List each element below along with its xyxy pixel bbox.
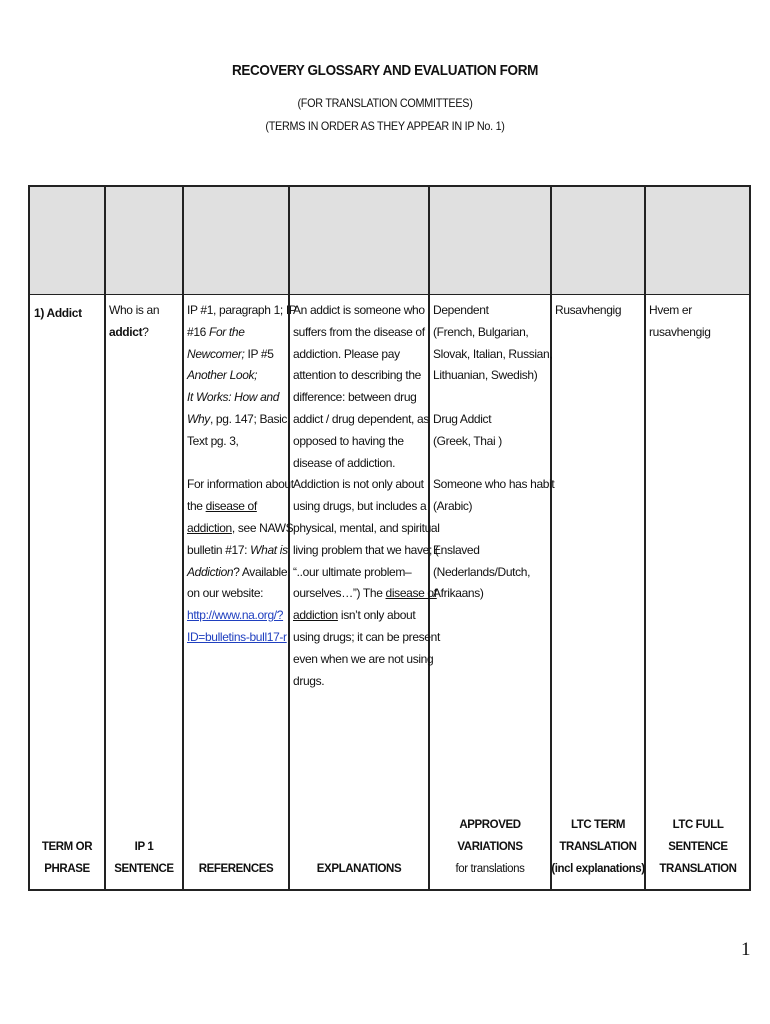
cell-line: (Nederlands/Dutch, [433, 564, 531, 579]
document-subtitle-committees: (FOR TRANSLATION COMMITTEES) [297, 96, 473, 110]
header-ltc-full-sentence [645, 814, 751, 880]
cell-line [187, 409, 297, 431]
cell-line: even when we are not using [293, 651, 434, 666]
cell-line [187, 344, 297, 366]
cell-line: It Works: How and [187, 390, 280, 405]
approved-variations-cell [433, 300, 554, 605]
header-text: (incl explanations) [551, 863, 645, 875]
header-approved-variations [429, 814, 551, 880]
cell-line: Who is an [109, 303, 160, 317]
cell-line: drugs. [293, 673, 325, 688]
column-divider [104, 187, 106, 889]
text-run: addiction [293, 608, 338, 623]
term-cell: 1) Addict [34, 306, 82, 320]
text-run: What is [250, 542, 288, 557]
cell-line: Lithuanian, Swedish) [433, 368, 538, 383]
cell-line: An addict is someone who [293, 303, 425, 317]
header-text: REFERENCES [198, 863, 274, 875]
table-header-row [30, 187, 749, 295]
header-text: TERM OR [41, 841, 93, 853]
header-references [183, 858, 289, 880]
header-text: PHRASE [44, 863, 90, 875]
references-cell [187, 300, 297, 649]
blank-line [433, 518, 554, 540]
glossary-table [28, 185, 751, 891]
cell-line: (Greek, Thai ) [433, 433, 502, 448]
cell-line [109, 322, 159, 344]
punctuation: ? [142, 324, 149, 339]
cell-line: living problem that we have; ( [293, 542, 439, 557]
cell-line [187, 322, 297, 344]
cell-line: opposed to having the [293, 433, 404, 448]
cell-line: physical, mental, and spiritual [293, 520, 440, 535]
text-run: Addiction [187, 564, 234, 579]
cell-line: Afrikaans) [433, 586, 484, 601]
text-run: disease of [205, 499, 257, 514]
text-run: For the [208, 324, 245, 339]
text-run: the [187, 499, 206, 514]
cell-line: using drugs, but includes a [293, 499, 427, 514]
header-text: EXPLANATIONS [316, 863, 402, 875]
cell-line [293, 583, 440, 605]
cell-line: Slovak, Italian, Russian, [433, 346, 553, 361]
blank-line [187, 453, 297, 475]
text-run: disease of [385, 586, 437, 601]
text-run: , see NAWS [231, 520, 294, 535]
naws-bulletin-link[interactable]: ID=bulletins-bull17-r [187, 629, 287, 644]
ip1-sentence-cell [109, 300, 159, 344]
cell-line: addiction. Please pay [293, 346, 400, 361]
header-ip1-sentence [105, 836, 183, 880]
cell-line: Dependent [433, 303, 489, 317]
cell-line [293, 605, 440, 627]
cell-line: suffers from the disease of [293, 324, 425, 339]
header-ltc-term-translation [551, 814, 645, 880]
text-run: Why [187, 411, 210, 426]
blank-line [433, 387, 554, 409]
page-number: 1 [741, 939, 751, 960]
cell-line: addict / drug dependent, as [293, 411, 429, 426]
naws-bulletin-link[interactable]: http://www.na.org/? [187, 608, 284, 623]
term-word: addict [109, 324, 143, 339]
cell-line: Another Look; [187, 368, 258, 383]
text-run: Newcomer; [187, 346, 245, 361]
document-subtitle-order: (TERMS IN ORDER AS THEY APPEAR IN IP No. 1) [265, 119, 505, 133]
cell-line: attention to describing the [293, 368, 421, 383]
header-term-or-phrase [30, 836, 104, 880]
document-title: RECOVERY GLOSSARY AND EVALUATION FORM [232, 62, 538, 79]
cell-line: Text pg. 3, [187, 433, 239, 448]
header-text: TRANSLATION [559, 841, 637, 853]
cell-line: (French, Bulgarian, [433, 324, 529, 339]
cell-line [187, 496, 297, 518]
ltc-full-sentence-cell: Hvem er rusavhengig [649, 303, 711, 339]
blank-line [433, 453, 554, 475]
explanations-cell [293, 300, 440, 692]
cell-line: Addiction is not only about [293, 477, 424, 492]
header-text: IP 1 SENTENCE [114, 841, 174, 875]
header-text: LTC FULL SENTENCE [668, 819, 728, 853]
text-run: ourselves…”) The [293, 586, 386, 601]
cell-line [187, 540, 297, 562]
cell-line: (Arabic) [433, 499, 473, 514]
cell-line: using drugs; it can be present [293, 629, 440, 644]
header-text: TRANSLATION [659, 863, 737, 875]
cell-line: Drug Addict [433, 411, 492, 426]
text-run: isn’t only about [337, 608, 416, 623]
text-run: #16 [187, 324, 209, 339]
text-run: ? Available [233, 564, 288, 579]
cell-line: “..our ultimate problem– [293, 564, 412, 579]
cell-line: difference: between drug [293, 390, 417, 405]
column-divider [644, 187, 646, 889]
text-run: , pg. 147; Basic [209, 411, 288, 426]
header-text: APPROVED VARIATIONS [457, 819, 523, 853]
cell-line: Someone who has habit [433, 477, 555, 492]
column-divider [182, 187, 184, 889]
cell-line: disease of addiction. [293, 455, 396, 470]
cell-line: Enslaved [433, 542, 480, 557]
cell-line: For information about [187, 477, 294, 492]
ltc-term-translation-cell: Rusavhengig [555, 303, 622, 317]
text-run: IP #5 [244, 346, 274, 361]
text-run: bulletin #17: [187, 542, 251, 557]
header-explanations [289, 858, 429, 880]
cell-line: IP #1, paragraph 1; IP [187, 303, 297, 317]
header-text: for translations [455, 863, 525, 875]
cell-line [187, 562, 297, 584]
cell-line [187, 518, 297, 540]
text-run: addiction [187, 520, 232, 535]
cell-line: on our website: [187, 586, 264, 601]
header-text: LTC TERM [570, 819, 626, 831]
